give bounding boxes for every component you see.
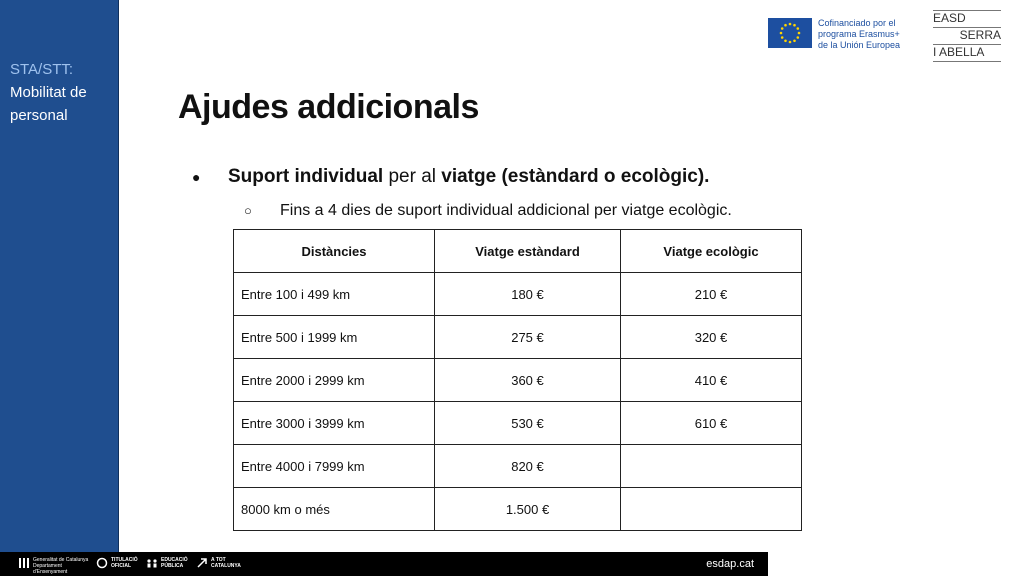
table-cell	[621, 445, 802, 488]
educacio-line-2: PÚBLICA	[161, 563, 184, 569]
bullet-1-plain: per al	[383, 166, 442, 187]
table-cell: 410 €	[621, 359, 802, 402]
eu-line-3: de la Unión Europea	[818, 40, 901, 50]
gencat-line-1: Generalitat de Catalunya	[33, 557, 89, 563]
bullet-1-bold-a: Suport individual	[228, 166, 384, 187]
distance-table	[233, 229, 802, 531]
gencat-line-2: Departament	[33, 563, 62, 569]
table-cell: 1.500 €	[435, 488, 621, 531]
table-cell: 180 €	[435, 273, 621, 316]
table-row	[234, 359, 802, 402]
bullet-circle-icon: ○	[244, 203, 252, 218]
atot-line-2: CATALUNYA	[211, 563, 241, 569]
table-cell: Entre 500 i 1999 km	[234, 316, 435, 359]
seal-icon	[96, 557, 108, 569]
table-cell: Entre 3000 i 3999 km	[234, 402, 435, 445]
sidebar-line-1: STA/STT:	[10, 61, 74, 78]
eu-flag-icon	[768, 18, 812, 48]
gencat-stripes-icon	[18, 557, 30, 569]
easd-logo	[933, 10, 1001, 62]
easd-logo-line-3: I ABELLA	[933, 44, 1001, 62]
sidebar-line-3: personal	[10, 107, 68, 124]
atot-line-1: A TOT	[211, 557, 226, 563]
bullet-1-bold-b: viatge (estàndard o ecològic).	[441, 166, 710, 187]
table-header-cell: Viatge ecològic	[621, 230, 802, 273]
table-row	[234, 273, 802, 316]
table-cell: 820 €	[435, 445, 621, 488]
titulacio-line-1: TITULACIÓ	[111, 557, 138, 563]
arrow-icon	[196, 557, 208, 569]
slide-title: Ajudes addicionals	[178, 88, 479, 126]
sidebar-line-2: Mobilitat de	[10, 84, 87, 101]
table-cell: 8000 km o més	[234, 488, 435, 531]
table-cell: Entre 4000 i 7999 km	[234, 445, 435, 488]
table-row	[234, 402, 802, 445]
table-row	[234, 445, 802, 488]
footer-bar	[0, 552, 768, 576]
eu-cofinancing-text	[818, 18, 900, 51]
easd-logo-line-2: SERRA	[933, 27, 1001, 44]
gencat-line-3: d'Ensenyament	[33, 569, 68, 575]
bullet-1-text	[228, 165, 709, 189]
eu-line-1: Cofinanciado por el	[818, 18, 896, 28]
table-cell	[621, 488, 802, 531]
table-cell: 530 €	[435, 402, 621, 445]
website-link[interactable]: esdap.cat	[706, 558, 754, 570]
easd-logo-line-1: EASD	[933, 10, 1001, 27]
table-row	[234, 316, 802, 359]
table-row	[234, 488, 802, 531]
table-header-row	[234, 230, 802, 273]
bullet-2-text: Fins a 4 dies de suport individual addicional per viatge ecològic.	[280, 202, 732, 219]
table-cell: Entre 2000 i 2999 km	[234, 359, 435, 402]
table-cell: 275 €	[435, 316, 621, 359]
table-header-cell: Distàncies	[234, 230, 435, 273]
table-header-cell: Viatge estàndard	[435, 230, 621, 273]
table-cell: 210 €	[621, 273, 802, 316]
sidebar-panel	[0, 0, 119, 552]
table-cell: 360 €	[435, 359, 621, 402]
people-icon	[146, 557, 158, 569]
table-cell: Entre 100 i 499 km	[234, 273, 435, 316]
educacio-line-1: EDUCACIÓ	[161, 557, 188, 563]
table-cell: 610 €	[621, 402, 802, 445]
bullet-dot-icon: ●	[192, 169, 201, 185]
sidebar-section-label	[10, 58, 87, 127]
titulacio-line-2: OFICIAL	[111, 563, 131, 569]
eu-line-2: programa Erasmus+	[818, 29, 900, 39]
table-cell: 320 €	[621, 316, 802, 359]
